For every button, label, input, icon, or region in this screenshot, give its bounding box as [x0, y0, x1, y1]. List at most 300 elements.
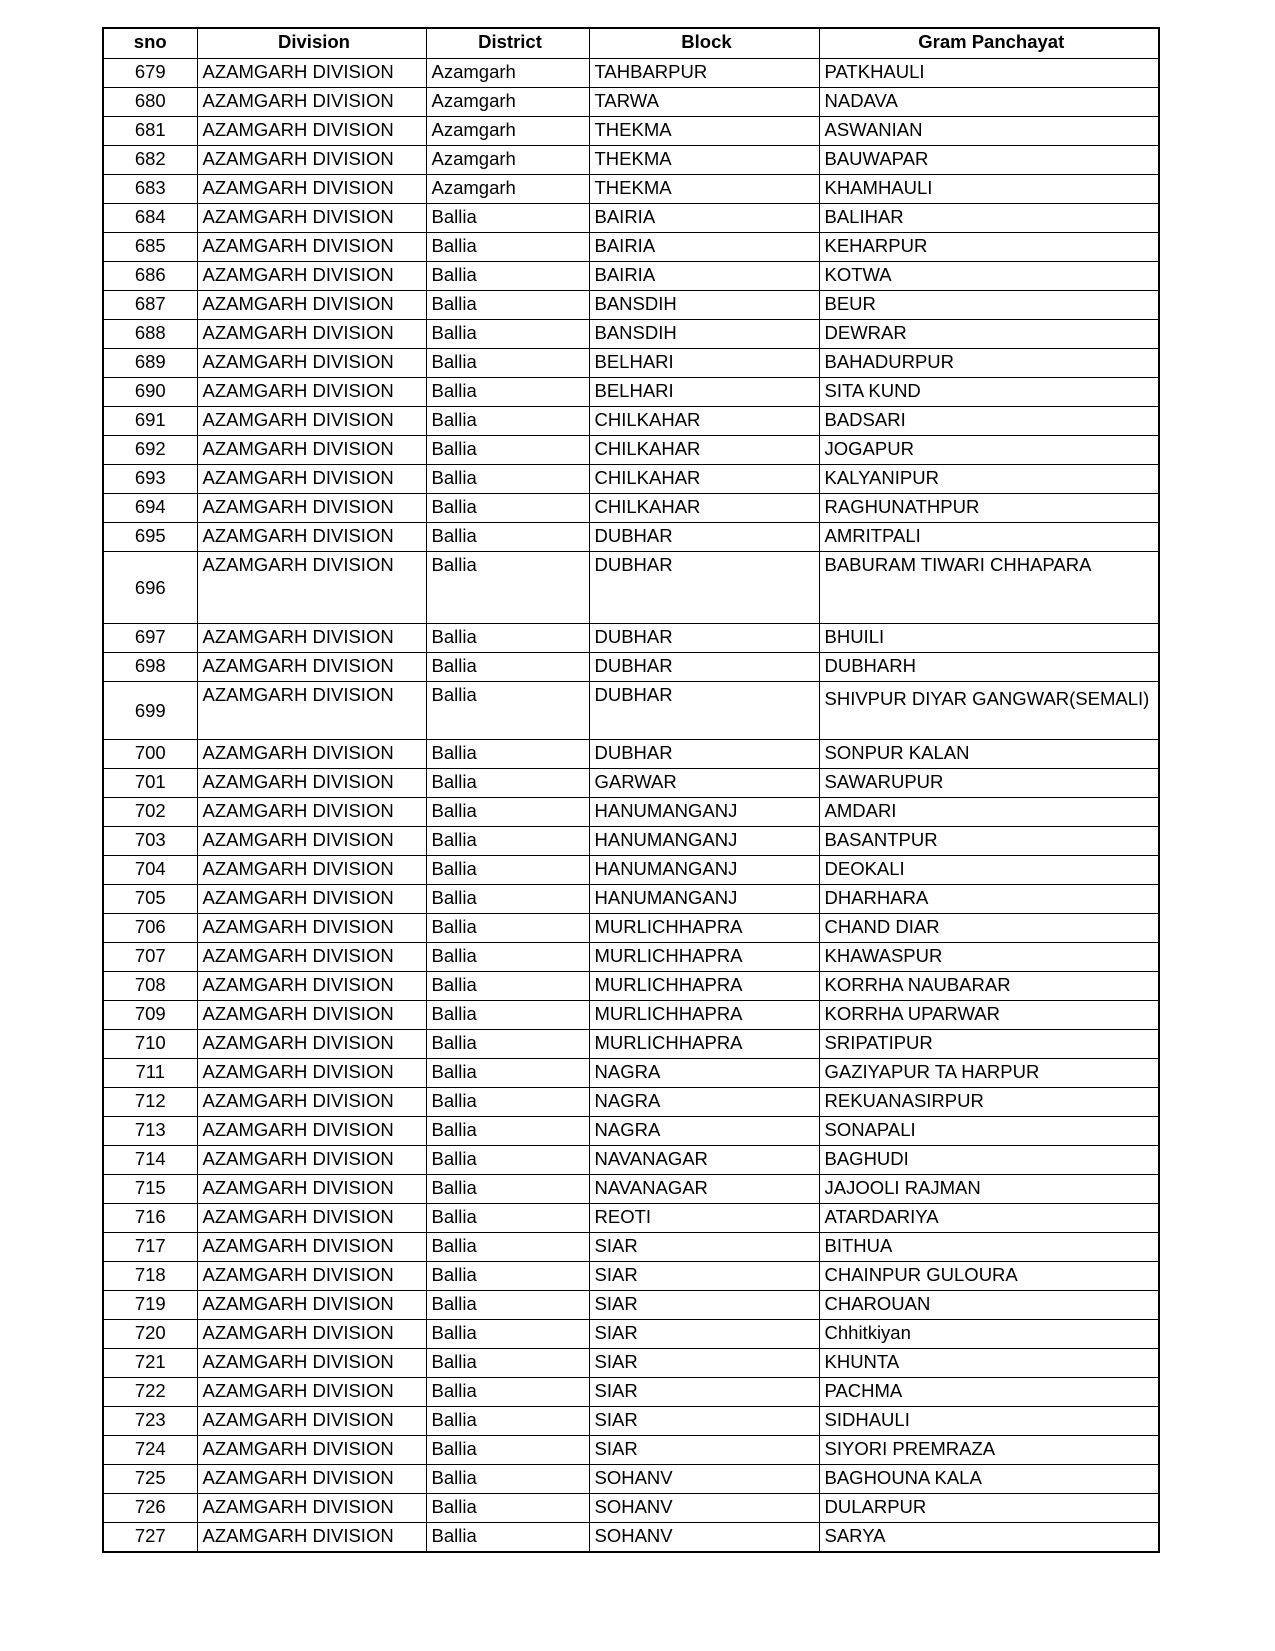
- cell-sno: [103, 769, 197, 798]
- cell-district: [426, 1465, 589, 1494]
- cell-district: [426, 407, 589, 436]
- cell-division-text: AZAMGARH DIVISION: [202, 264, 394, 285]
- cell-block-text: BAIRIA: [594, 264, 656, 285]
- cell-division: [197, 465, 426, 494]
- cell-block: [589, 682, 819, 740]
- cell-division: [197, 523, 426, 552]
- cell-block: [589, 552, 819, 624]
- cell-district-text: Ballia: [431, 684, 477, 705]
- cell-block-text: MURLICHHAPRA: [594, 974, 743, 995]
- cell-district: [426, 1175, 589, 1204]
- cell-sno: [103, 1465, 197, 1494]
- cell-gram-panchayat-text: BHUILI: [824, 626, 885, 647]
- cell-gram-panchayat: [819, 856, 1159, 885]
- cell-division: [197, 1465, 426, 1494]
- cell-district-text: Ballia: [431, 771, 477, 792]
- cell-sno: [103, 59, 197, 88]
- cell-sno-text: 697: [134, 626, 166, 647]
- cell-division: [197, 407, 426, 436]
- cell-block: [589, 914, 819, 943]
- cell-block-text: MURLICHHAPRA: [594, 1032, 743, 1053]
- cell-block-text: REOTI: [594, 1206, 652, 1227]
- cell-division: [197, 117, 426, 146]
- cell-district-text: Ballia: [431, 1032, 477, 1053]
- cell-gram-panchayat: [819, 1117, 1159, 1146]
- cell-block-text: DUBHAR: [594, 525, 673, 546]
- cell-gram-panchayat: [819, 204, 1159, 233]
- cell-district-text: Ballia: [431, 351, 477, 372]
- cell-division-text: AZAMGARH DIVISION: [202, 1090, 394, 1111]
- column-header-district: [426, 28, 589, 59]
- table-row: [103, 914, 1159, 943]
- cell-sno-text: 705: [134, 887, 166, 908]
- cell-gram-panchayat: [819, 1349, 1159, 1378]
- table-row: [103, 827, 1159, 856]
- cell-gram-panchayat: [819, 117, 1159, 146]
- table-row: [103, 378, 1159, 407]
- cell-block-text: NAVANAGAR: [594, 1148, 708, 1169]
- cell-gram-panchayat-text: BAUWAPAR: [824, 148, 929, 169]
- cell-gram-panchayat: [819, 624, 1159, 653]
- cell-division: [197, 1059, 426, 1088]
- cell-district-text: Ballia: [431, 1409, 477, 1430]
- cell-gram-panchayat-text: BABURAM TIWARI CHHAPARA: [824, 554, 1092, 575]
- column-header-gram-panchayat-label: Gram Panchayat: [918, 31, 1065, 52]
- cell-sno-text: 724: [134, 1438, 166, 1459]
- table-row: [103, 523, 1159, 552]
- cell-sno-text: 691: [134, 409, 166, 430]
- cell-gram-panchayat: [819, 798, 1159, 827]
- table-row: [103, 1349, 1159, 1378]
- cell-block: [589, 1378, 819, 1407]
- table-row: [103, 885, 1159, 914]
- cell-sno: [103, 1117, 197, 1146]
- cell-block-text: NAGRA: [594, 1090, 661, 1111]
- cell-block: [589, 1523, 819, 1552]
- cell-block: [589, 1349, 819, 1378]
- cell-sno-text: 703: [134, 829, 166, 850]
- cell-division-text: AZAMGARH DIVISION: [202, 887, 394, 908]
- cell-gram-panchayat-text: KORRHA NAUBARAR: [824, 974, 1011, 995]
- cell-sno-text: 694: [134, 496, 166, 517]
- cell-district-text: Ballia: [431, 554, 477, 575]
- cell-block-text: THEKMA: [594, 119, 672, 140]
- cell-gram-panchayat-text: DULARPUR: [824, 1496, 927, 1517]
- cell-sno: [103, 465, 197, 494]
- cell-block-text: NAGRA: [594, 1061, 661, 1082]
- cell-block: [589, 117, 819, 146]
- cell-district-text: Ballia: [431, 1061, 477, 1082]
- cell-division: [197, 1233, 426, 1262]
- cell-sno: [103, 885, 197, 914]
- table-row: [103, 943, 1159, 972]
- cell-division: [197, 1494, 426, 1523]
- cell-district-text: Ballia: [431, 626, 477, 647]
- cell-block: [589, 1088, 819, 1117]
- cell-district: [426, 320, 589, 349]
- cell-sno: [103, 1320, 197, 1349]
- cell-sno: [103, 653, 197, 682]
- cell-division-text: AZAMGARH DIVISION: [202, 1148, 394, 1169]
- cell-gram-panchayat-text: BAHADURPUR: [824, 351, 955, 372]
- cell-sno-text: 695: [134, 525, 166, 546]
- cell-sno-text: 707: [134, 945, 166, 966]
- cell-sno-text: 701: [134, 771, 166, 792]
- cell-block-text: SIAR: [594, 1235, 638, 1256]
- cell-division: [197, 291, 426, 320]
- cell-sno: [103, 1001, 197, 1030]
- cell-gram-panchayat-text: BEUR: [824, 293, 876, 314]
- cell-sno-text: 717: [134, 1235, 166, 1256]
- cell-district: [426, 943, 589, 972]
- cell-gram-panchayat-text: SITA KUND: [824, 380, 921, 401]
- cell-gram-panchayat-text: GAZIYAPUR TA HARPUR: [824, 1061, 1040, 1082]
- cell-division-text: AZAMGARH DIVISION: [202, 1438, 394, 1459]
- cell-sno-text: 696: [134, 577, 166, 598]
- cell-gram-panchayat: [819, 1175, 1159, 1204]
- cell-block-text: MURLICHHAPRA: [594, 916, 743, 937]
- cell-district: [426, 1146, 589, 1175]
- cell-division: [197, 1117, 426, 1146]
- cell-division: [197, 320, 426, 349]
- cell-division-text: AZAMGARH DIVISION: [202, 1032, 394, 1053]
- cell-district-text: Ballia: [431, 1380, 477, 1401]
- cell-division: [197, 1523, 426, 1552]
- cell-sno-text: 699: [134, 700, 166, 721]
- cell-district-text: Ballia: [431, 742, 477, 763]
- cell-division-text: AZAMGARH DIVISION: [202, 655, 394, 676]
- cell-division-text: AZAMGARH DIVISION: [202, 829, 394, 850]
- table-container: [102, 27, 1158, 1553]
- cell-block: [589, 88, 819, 117]
- cell-division: [197, 1030, 426, 1059]
- cell-sno-text: 685: [134, 235, 166, 256]
- cell-block-text: SIAR: [594, 1380, 638, 1401]
- cell-gram-panchayat: [819, 885, 1159, 914]
- cell-district: [426, 291, 589, 320]
- table-row: [103, 1088, 1159, 1117]
- cell-gram-panchayat: [819, 682, 1159, 740]
- cell-division: [197, 1146, 426, 1175]
- cell-district: [426, 914, 589, 943]
- cell-division-text: AZAMGARH DIVISION: [202, 409, 394, 430]
- cell-sno: [103, 88, 197, 117]
- cell-district-text: Ballia: [431, 525, 477, 546]
- table-row: [103, 1233, 1159, 1262]
- cell-gram-panchayat-text: BAGHOUNA KALA: [824, 1467, 982, 1488]
- cell-district-text: Ballia: [431, 945, 477, 966]
- cell-gram-panchayat-text: BALIHAR: [824, 206, 904, 227]
- cell-district: [426, 1436, 589, 1465]
- cell-gram-panchayat: [819, 943, 1159, 972]
- cell-division: [197, 233, 426, 262]
- cell-gram-panchayat: [819, 233, 1159, 262]
- table-row: [103, 117, 1159, 146]
- cell-gram-panchayat-text: BASANTPUR: [824, 829, 938, 850]
- cell-district-text: Ballia: [431, 829, 477, 850]
- table-row: [103, 1146, 1159, 1175]
- cell-gram-panchayat: [819, 175, 1159, 204]
- cell-block: [589, 624, 819, 653]
- cell-gram-panchayat-text: RAGHUNATHPUR: [824, 496, 980, 517]
- cell-gram-panchayat-text: PATKHAULI: [824, 61, 925, 82]
- cell-gram-panchayat-text: KORRHA UPARWAR: [824, 1003, 1000, 1024]
- cell-division-text: AZAMGARH DIVISION: [202, 684, 394, 705]
- table-row: [103, 233, 1159, 262]
- cell-gram-panchayat-text: AMDARI: [824, 800, 897, 821]
- cell-sno-text: 682: [134, 148, 166, 169]
- cell-gram-panchayat-text: NADAVA: [824, 90, 898, 111]
- table-row: [103, 146, 1159, 175]
- cell-division-text: AZAMGARH DIVISION: [202, 496, 394, 517]
- cell-district-text: Ballia: [431, 467, 477, 488]
- cell-district: [426, 262, 589, 291]
- table-header-row: [103, 28, 1159, 59]
- cell-gram-panchayat-text: KEHARPUR: [824, 235, 928, 256]
- cell-gram-panchayat-text: KHAWASPUR: [824, 945, 943, 966]
- cell-sno: [103, 914, 197, 943]
- cell-division-text: AZAMGARH DIVISION: [202, 1235, 394, 1256]
- table-row: [103, 88, 1159, 117]
- cell-block-text: DUBHAR: [594, 626, 673, 647]
- cell-gram-panchayat: [819, 1378, 1159, 1407]
- cell-gram-panchayat-text: DHARHARA: [824, 887, 929, 908]
- cell-sno-text: 721: [134, 1351, 166, 1372]
- table-row: [103, 1030, 1159, 1059]
- cell-division-text: AZAMGARH DIVISION: [202, 626, 394, 647]
- cell-gram-panchayat: [819, 827, 1159, 856]
- cell-gram-panchayat: [819, 378, 1159, 407]
- cell-block-text: NAVANAGAR: [594, 1177, 708, 1198]
- cell-gram-panchayat-text: CHAND DIAR: [824, 916, 940, 937]
- cell-division-text: AZAMGARH DIVISION: [202, 1380, 394, 1401]
- cell-district: [426, 1001, 589, 1030]
- cell-district-text: Ballia: [431, 1293, 477, 1314]
- table-row: [103, 1117, 1159, 1146]
- cell-gram-panchayat: [819, 465, 1159, 494]
- table-row: [103, 59, 1159, 88]
- cell-district-text: Ballia: [431, 409, 477, 430]
- cell-sno: [103, 1291, 197, 1320]
- cell-block-text: DUBHAR: [594, 684, 673, 705]
- cell-sno: [103, 204, 197, 233]
- cell-district-text: Ballia: [431, 235, 477, 256]
- cell-district-text: Ballia: [431, 655, 477, 676]
- cell-sno-text: 710: [134, 1032, 166, 1053]
- cell-district: [426, 88, 589, 117]
- table-row: [103, 1407, 1159, 1436]
- cell-block-text: SIAR: [594, 1409, 638, 1430]
- cell-block: [589, 1204, 819, 1233]
- cell-sno: [103, 624, 197, 653]
- cell-division-text: AZAMGARH DIVISION: [202, 945, 394, 966]
- cell-division-text: AZAMGARH DIVISION: [202, 771, 394, 792]
- cell-district-text: Ballia: [431, 380, 477, 401]
- cell-block-text: SOHANV: [594, 1467, 673, 1488]
- cell-district: [426, 740, 589, 769]
- cell-block: [589, 407, 819, 436]
- cell-division-text: AZAMGARH DIVISION: [202, 177, 394, 198]
- cell-sno: [103, 1088, 197, 1117]
- table-row: [103, 1320, 1159, 1349]
- cell-division: [197, 349, 426, 378]
- cell-gram-panchayat: [819, 1088, 1159, 1117]
- cell-block: [589, 233, 819, 262]
- cell-sno-text: 727: [134, 1525, 166, 1546]
- cell-block: [589, 291, 819, 320]
- cell-sno-text: 706: [134, 916, 166, 937]
- cell-division-text: AZAMGARH DIVISION: [202, 148, 394, 169]
- cell-sno-text: 698: [134, 655, 166, 676]
- cell-gram-panchayat-text: DUBHARH: [824, 655, 916, 676]
- cell-sno-text: 709: [134, 1003, 166, 1024]
- cell-division-text: AZAMGARH DIVISION: [202, 206, 394, 227]
- cell-gram-panchayat: [819, 552, 1159, 624]
- cell-gram-panchayat: [819, 1291, 1159, 1320]
- cell-district: [426, 972, 589, 1001]
- cell-block: [589, 1262, 819, 1291]
- cell-sno: [103, 740, 197, 769]
- cell-sno-text: 725: [134, 1467, 166, 1488]
- cell-sno: [103, 291, 197, 320]
- table-row: [103, 972, 1159, 1001]
- cell-sno-text: 693: [134, 467, 166, 488]
- table-row: [103, 1436, 1159, 1465]
- cell-district-text: Ballia: [431, 1177, 477, 1198]
- cell-gram-panchayat-text: SONPUR KALAN: [824, 742, 970, 763]
- cell-gram-panchayat-text: KOTWA: [824, 264, 892, 285]
- cell-block-text: GARWAR: [594, 771, 677, 792]
- cell-block-text: MURLICHHAPRA: [594, 945, 743, 966]
- cell-division-text: AZAMGARH DIVISION: [202, 858, 394, 879]
- cell-sno-text: 713: [134, 1119, 166, 1140]
- table-row: [103, 1291, 1159, 1320]
- cell-block: [589, 943, 819, 972]
- table-row: [103, 175, 1159, 204]
- cell-division: [197, 1088, 426, 1117]
- cell-division: [197, 1262, 426, 1291]
- cell-block-text: HANUMANGANJ: [594, 800, 738, 821]
- cell-division: [197, 798, 426, 827]
- cell-block-text: DUBHAR: [594, 655, 673, 676]
- cell-sno-text: 680: [134, 90, 166, 111]
- table-row: [103, 1262, 1159, 1291]
- cell-district: [426, 552, 589, 624]
- cell-division-text: AZAMGARH DIVISION: [202, 1293, 394, 1314]
- cell-district: [426, 117, 589, 146]
- table-row: [103, 1175, 1159, 1204]
- cell-block-text: BANSDIH: [594, 293, 677, 314]
- cell-division: [197, 1175, 426, 1204]
- cell-district-text: Ballia: [431, 1119, 477, 1140]
- cell-gram-panchayat: [819, 1407, 1159, 1436]
- table-body: [103, 59, 1159, 1552]
- cell-sno-text: 684: [134, 206, 166, 227]
- cell-division-text: AZAMGARH DIVISION: [202, 800, 394, 821]
- cell-division: [197, 378, 426, 407]
- cell-district-text: Ballia: [431, 1467, 477, 1488]
- cell-sno-text: 690: [134, 380, 166, 401]
- cell-gram-panchayat: [819, 1320, 1159, 1349]
- cell-block: [589, 1175, 819, 1204]
- column-header-district-label: District: [478, 31, 542, 52]
- cell-block-text: THEKMA: [594, 148, 672, 169]
- cell-sno-text: 718: [134, 1264, 166, 1285]
- table-row: [103, 1204, 1159, 1233]
- cell-block-text: SIAR: [594, 1438, 638, 1459]
- cell-sno: [103, 856, 197, 885]
- column-header-block: [589, 28, 819, 59]
- cell-sno: [103, 233, 197, 262]
- cell-district-text: Ballia: [431, 438, 477, 459]
- cell-district-text: Ballia: [431, 974, 477, 995]
- cell-district: [426, 1059, 589, 1088]
- cell-division-text: AZAMGARH DIVISION: [202, 380, 394, 401]
- cell-district-text: Ballia: [431, 293, 477, 314]
- cell-block-text: CHILKAHAR: [594, 409, 701, 430]
- table-row: [103, 1378, 1159, 1407]
- cell-district-text: Ballia: [431, 887, 477, 908]
- cell-division-text: AZAMGARH DIVISION: [202, 438, 394, 459]
- cell-sno: [103, 1262, 197, 1291]
- cell-gram-panchayat: [819, 1001, 1159, 1030]
- cell-district: [426, 349, 589, 378]
- cell-sno: [103, 523, 197, 552]
- cell-division-text: AZAMGARH DIVISION: [202, 1206, 394, 1227]
- table-row: [103, 204, 1159, 233]
- cell-district: [426, 378, 589, 407]
- cell-gram-panchayat: [819, 146, 1159, 175]
- cell-sno: [103, 494, 197, 523]
- cell-block-text: SIAR: [594, 1351, 638, 1372]
- cell-sno: [103, 436, 197, 465]
- cell-gram-panchayat-text: SRIPATIPUR: [824, 1032, 933, 1053]
- column-header-division-label: Division: [278, 31, 350, 52]
- cell-sno: [103, 827, 197, 856]
- cell-block: [589, 262, 819, 291]
- cell-division-text: AZAMGARH DIVISION: [202, 1351, 394, 1372]
- cell-block: [589, 1291, 819, 1320]
- cell-district: [426, 523, 589, 552]
- cell-sno: [103, 943, 197, 972]
- cell-gram-panchayat-text: KHUNTA: [824, 1351, 900, 1372]
- cell-division-text: AZAMGARH DIVISION: [202, 351, 394, 372]
- cell-division: [197, 175, 426, 204]
- cell-gram-panchayat-text: BAGHUDI: [824, 1148, 909, 1169]
- cell-gram-panchayat: [819, 59, 1159, 88]
- cell-division-text: AZAMGARH DIVISION: [202, 90, 394, 111]
- cell-gram-panchayat: [819, 1465, 1159, 1494]
- cell-gram-panchayat: [819, 1146, 1159, 1175]
- cell-district: [426, 1378, 589, 1407]
- cell-sno: [103, 175, 197, 204]
- cell-sno: [103, 798, 197, 827]
- table-row: [103, 465, 1159, 494]
- cell-gram-panchayat-text: PACHMA: [824, 1380, 903, 1401]
- cell-division: [197, 624, 426, 653]
- cell-division: [197, 1001, 426, 1030]
- cell-sno: [103, 146, 197, 175]
- cell-district-text: Ballia: [431, 1090, 477, 1111]
- table-row: [103, 320, 1159, 349]
- cell-gram-panchayat: [819, 769, 1159, 798]
- cell-gram-panchayat-text: JOGAPUR: [824, 438, 914, 459]
- cell-block: [589, 1030, 819, 1059]
- cell-sno-text: 681: [134, 119, 166, 140]
- table-row: [103, 798, 1159, 827]
- cell-district-text: Azamgarh: [431, 148, 516, 169]
- cell-sno-text: 719: [134, 1293, 166, 1314]
